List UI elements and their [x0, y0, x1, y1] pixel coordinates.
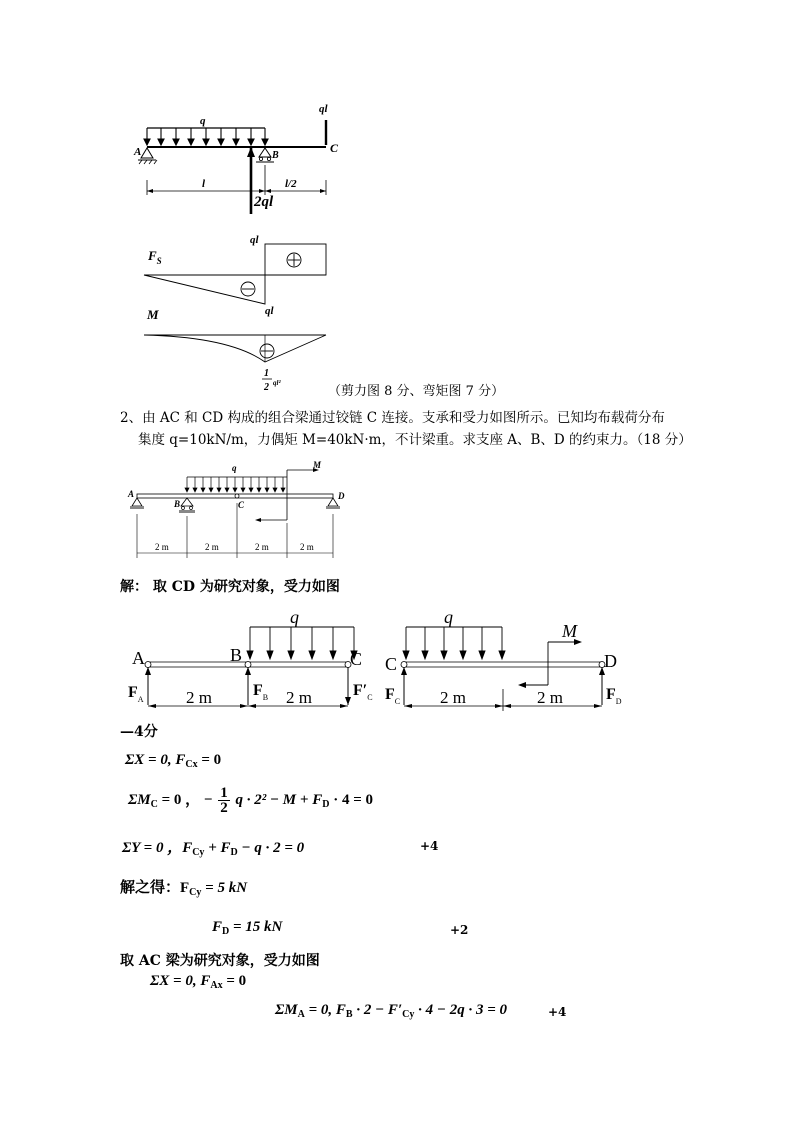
score-fbd: —4分 [120, 724, 158, 740]
ac-intro: 取 AC 梁为研究对象，受力如图 [120, 953, 320, 969]
label-B: B [272, 150, 279, 161]
fbd-right-d2: 2 m [537, 688, 563, 707]
compound-beam-diagram [120, 458, 360, 566]
solution-intro: 解： 取 CD 为研究对象，受力如图 [120, 579, 340, 595]
equation-sum-x-cd: ΣX = 0, $F_{Cx} = 0$ [125, 752, 222, 770]
fig2-dim-1: 2 m [155, 542, 169, 552]
m-label: M [147, 307, 159, 322]
bending-moment-diagram [130, 305, 360, 395]
figure-caption: （剪力图 8 分、弯矩图 7 分） [328, 384, 505, 399]
fbd-left-FA: $F_A$ [128, 684, 144, 704]
result-fcy: 解之得：$F_{Cy} = 5$ kN [120, 880, 248, 898]
result-fd: $F_D = 15$ kN [212, 919, 283, 937]
fbd-left-q: q [290, 607, 299, 627]
m-val-den: 2 [264, 382, 269, 393]
score-eq5: +4 [548, 1005, 567, 1019]
point-load-label: ql [319, 103, 328, 115]
fbd-right-d1: 2 m [440, 688, 466, 707]
fbd-right-FC: $F_C$ [385, 686, 401, 706]
fs-label: $F_S$ [148, 248, 162, 266]
fig2-A: A [128, 489, 135, 499]
fbd-ac-beam [120, 605, 380, 715]
equation-sum-x-ac: ΣX = 0, $F_{Ax} = 0$ [150, 973, 247, 991]
fbd-left-d1: 2 m [186, 688, 212, 707]
label-A: A [134, 146, 142, 158]
reaction-label: 2ql [254, 194, 274, 210]
equation-moment-a: $\Sigma M_A = 0$, $F_B \cdot 2 - F'_{Cy} \cdot 4 - 2q \cdot 3 = 0$ [275, 1002, 508, 1020]
fbd-right-q: q [444, 607, 453, 627]
score-fd: +2 [450, 923, 469, 937]
fbd-left-C: C [350, 649, 363, 669]
fbd-cd-beam [382, 605, 642, 715]
fig2-C: C [238, 500, 245, 510]
score-eq3: +4 [420, 839, 439, 853]
fig2-D: D [338, 491, 345, 501]
fbd-right-D: D [604, 651, 617, 671]
equation-sum-y-cd: ΣY = 0 ，$F_{Cy} + F_D - q \cdot 2 = 0$ [122, 840, 305, 858]
fbd-left-FB: $F_B$ [253, 682, 269, 702]
fbd-left-A: A [132, 648, 145, 668]
beam-load-diagram [130, 95, 360, 215]
dim-l: l [202, 178, 206, 190]
problem2-line1: 2、由 AC 和 CD 构成的组合梁通过铰链 C 连接。支承和受力如图所示。已知均布载荷分布 [120, 410, 665, 426]
m-val-num: 1 [264, 368, 269, 379]
fig2-dim-3: 2 m [255, 542, 269, 552]
fig2-q: q [232, 463, 237, 473]
problem2-line2: 集度 q=10kN/m，力偶矩 M=40kN·m，不计梁重。求支座 A、B、D 的约束力。（18 分） [138, 432, 692, 448]
fig2-B: B [174, 499, 181, 509]
fbd-left-FC: $F'_C$ [353, 682, 373, 702]
dim-l2: l/2 [285, 178, 297, 190]
fig2-dim-2: 2 m [205, 542, 219, 552]
fig2-dim-4: 2 m [300, 542, 314, 552]
label-C: C [330, 141, 339, 155]
fbd-left-B: B [230, 645, 243, 665]
fs-pos-value: ql [250, 234, 259, 246]
fbd-right-FD: $F_D$ [606, 686, 622, 706]
equation-moment-c: $\Sigma M_C = 0$ ， − $\frac{1}{2}$ $q \cdot 2^2 - M + F_D \cdot 4 = 0$ [128, 785, 373, 816]
fbd-left-d2: 2 m [286, 688, 312, 707]
fig2-M: M [313, 460, 322, 470]
load-q-label: q [200, 115, 206, 127]
m-val-tail: ql² [273, 379, 281, 387]
fbd-right-C: C [385, 654, 398, 674]
fs-neg-value: ql [265, 305, 274, 317]
fbd-right-M: M [562, 621, 577, 641]
